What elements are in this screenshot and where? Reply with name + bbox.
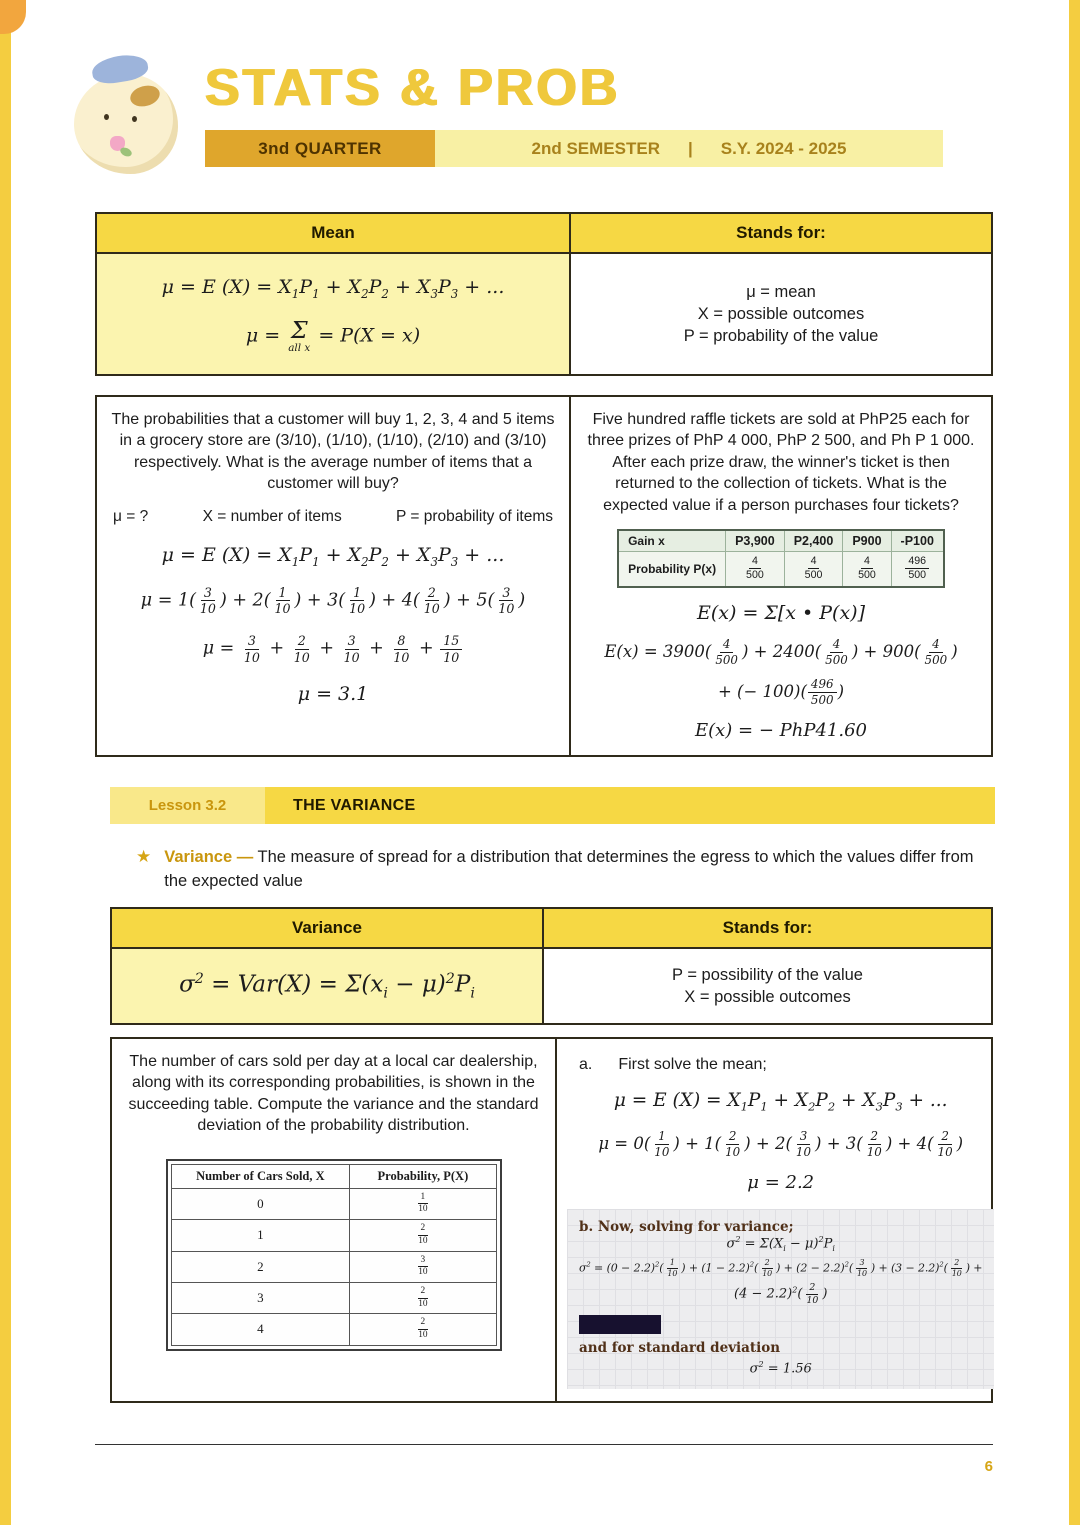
mean-formula-sum: μ = Σ all x = P(X = x)	[245, 315, 421, 354]
variance-expansion-tail: $(4 - 2.2)^2$( $\frac{2}{10}$ )	[734, 1282, 828, 1306]
mean-formula-expanded: μ = E $(X) = X_1P_1 + X_2P_2 + X_3P_3$ + ...	[161, 276, 505, 301]
prob-value: $\frac{496}{500}$	[891, 552, 944, 587]
problem-text: Five hundred raffle tickets are sold at PhP25 each for three prizes of PhP 4 000, PhP 2 500, and Ph P 1 000. After each prize draw, the winner's ticket is then returned to the collection of tickets. What is the expected value if a person purchases four tickets?	[587, 411, 975, 514]
solution-step: μ = E $(X) = X_1P_1 + X_2P_2 + X_3P_3$ + ...	[161, 543, 505, 569]
x-value: 4	[171, 1314, 350, 1345]
given-p: P = probability of items	[396, 507, 553, 525]
cars-table-image	[166, 1159, 502, 1351]
table-row	[171, 1282, 496, 1313]
solution-step: + (− 100)( $\frac{496}{500}$ )	[717, 677, 845, 708]
mean-example-cell	[97, 397, 571, 755]
mascot-eye	[132, 116, 137, 122]
cars-solution-cell	[557, 1039, 1002, 1401]
gain-value: P3,900	[726, 530, 785, 552]
step-a-text: First solve the mean;	[618, 1056, 767, 1073]
variance-note	[136, 845, 981, 894]
gain-label: Gain x	[618, 530, 726, 552]
step-b-label: b. Now, solving for variance;	[579, 1219, 794, 1236]
table-row	[171, 1220, 496, 1251]
semester-label: 2nd SEMESTER	[531, 138, 660, 158]
prob-value: $\frac{4}{500}$	[726, 552, 785, 587]
solution-step: μ = $\frac{3}{10}$ + $\frac{2}{10}$ + $\frac{3}{10}$ + $\frac{8}{10}$ + $\frac{15}{10}$	[111, 633, 555, 665]
table-row	[171, 1314, 496, 1345]
solution-step: μ = 2.2	[747, 1172, 815, 1194]
definition-text: The measure of spread for a distribution that determines the egress to which the values differ from the expected value	[164, 848, 974, 891]
p-value: $\frac{2}{10}$	[350, 1282, 496, 1313]
solution-step: E(x) = − PhP41.60	[694, 720, 867, 742]
raffle-example-cell	[571, 397, 991, 755]
solution-step: μ = 0( $\frac{1}{10}$ ) + 1( $\frac{2}{10}$ ) + 2( $\frac{3}{10}$ ) + 3( $\frac{2}{10}$ ) + 4( $\frac{2}{10}$ )	[598, 1128, 964, 1159]
gain-value: -P100	[891, 530, 944, 552]
prob-label: Probability P(x)	[618, 552, 726, 587]
gain-header-row	[618, 530, 944, 552]
stands-line: μ = mean	[746, 282, 816, 301]
cars-header-row	[171, 1164, 496, 1188]
solution-step: E(x) = 3900( $\frac{4}{500}$ ) + 2400( $\frac{4}{500}$ ) + 900( $\frac{4}{500}$ )	[604, 636, 958, 667]
semester-badge	[435, 130, 943, 167]
x-value: 1	[171, 1220, 350, 1251]
variance-formula-cell	[112, 949, 544, 1023]
x-value: 0	[171, 1188, 350, 1219]
solution-step: μ = E $(X) = X_1P_1 + X_2P_2 + X_3P_3$ + ...	[613, 1090, 948, 1114]
redacted-area	[579, 1315, 661, 1334]
given-mu: μ = ?	[113, 507, 149, 525]
examples-table	[95, 395, 993, 757]
mascot-body	[74, 74, 178, 174]
x-value: 3	[171, 1282, 350, 1313]
school-year-label: S.Y. 2024 - 2025	[720, 138, 847, 158]
footer-rule	[95, 1444, 993, 1445]
variance-stands-cell	[544, 949, 991, 1023]
gain-value: P2,400	[784, 530, 843, 552]
mean-table-header-left: Mean	[97, 214, 571, 254]
std-dev-label: and for standard deviation	[579, 1340, 781, 1357]
separator: |	[687, 138, 693, 158]
note-text	[164, 845, 981, 894]
variance-expansion-step: $\sigma^2 = (0 - 2.2)^2$( $\frac{1}{10}$ ) + $(1 - 2.2)^2$( $\frac{2}{10}$ ) + $(2 - 2.2)^2$( $\frac{3}{10}$ ) + $(3 - 2.2)^2$( $\frac{2}{10}$ ) +	[579, 1258, 983, 1279]
mean-table	[95, 212, 993, 376]
cars-problem-cell	[112, 1039, 557, 1401]
p-value: $\frac{2}{10}$	[350, 1314, 496, 1345]
table-row	[171, 1251, 496, 1282]
givens-line	[111, 508, 555, 526]
lesson-banner	[110, 787, 995, 824]
variance-result: $\sigma^2 = 1.56$	[749, 1360, 812, 1377]
prob-value: $\frac{4}{500}$	[784, 552, 843, 587]
mascot-eye	[104, 114, 109, 120]
problem-text: The number of cars sold per day at a local car dealership, along with its corresponding probabilities, is shown in the succeeding table. Compute the variance and the standard deviation of the probability distribution.	[128, 1053, 539, 1135]
star-icon: ★	[136, 847, 152, 866]
p-value: $\frac{2}{10}$	[350, 1220, 496, 1251]
p-value: $\frac{1}{10}$	[350, 1188, 496, 1219]
variance-solution-image	[567, 1209, 994, 1388]
stands-line: X = possible outcomes	[684, 987, 851, 1006]
given-x: X = number of items	[202, 507, 342, 525]
variance-formula-step: $\sigma^2 = \Sigma(X_i - \mu)^2P_i$	[726, 1235, 835, 1254]
cars-col-p: Probability, P(X)	[350, 1164, 496, 1188]
stands-line: X = possible outcomes	[697, 304, 865, 323]
page-title: STATS & PROB	[205, 59, 621, 117]
problem-text: The probabilities that a customer will buy 1, 2, 3, 4 and 5 items in a grocery store are (3/10), (1/10), (1/10), (2/10) and (3/10) respectively. What is the average number of items that a customer will buy?	[111, 411, 555, 493]
gain-prob-row	[618, 552, 944, 587]
page-edge-left	[0, 0, 11, 1525]
gain-table	[617, 529, 945, 588]
quarter-badge: 3nd QUARTER	[205, 130, 435, 167]
variance-table-header-left: Variance	[112, 909, 544, 949]
cars-table	[171, 1164, 497, 1346]
mascot-image	[68, 52, 184, 178]
variance-table-header-right: Stands for:	[544, 909, 991, 949]
solution-step: μ = 3.1	[297, 683, 369, 706]
variance-formula: $\sigma^2 = Var(X) = \Sigma(x_i - \mu)^2P_i$	[179, 970, 475, 1002]
table-row	[171, 1188, 496, 1219]
mean-stands-cell	[571, 254, 991, 374]
lesson-title: THE VARIANCE	[293, 796, 416, 814]
cars-col-x: Number of Cars Sold, X	[171, 1164, 350, 1188]
stands-line: P = probability of the value	[683, 326, 879, 345]
x-value: 2	[171, 1251, 350, 1282]
cars-example-table	[110, 1037, 993, 1403]
solution-step: μ = 1( $\frac{3}{10}$ ) + 2( $\frac{1}{10}$ ) + 3( $\frac{1}{10}$ ) + 4( $\frac{2}{10}$ ) + 5( $\frac{3}{10}$ )	[140, 584, 526, 617]
solution-step: E(x) = Σ[x • P(x)]	[697, 601, 865, 624]
gain-value: P900	[843, 530, 891, 552]
term-label: Variance —	[164, 848, 254, 866]
mean-formula-cell	[97, 254, 571, 374]
corner-accent	[0, 0, 26, 34]
prob-value: $\frac{4}{500}$	[843, 552, 891, 587]
page-edge-right	[1069, 0, 1080, 1525]
step-a-marker: a.	[579, 1056, 593, 1073]
page-number: 6	[984, 1458, 993, 1475]
stands-line: P = possibility of the value	[672, 965, 863, 984]
variance-table	[110, 907, 993, 1025]
mean-table-header-right: Stands for:	[571, 214, 991, 254]
lesson-badge: Lesson 3.2	[110, 787, 265, 824]
p-value: $\frac{3}{10}$	[350, 1251, 496, 1282]
step-a-line	[567, 1051, 994, 1074]
